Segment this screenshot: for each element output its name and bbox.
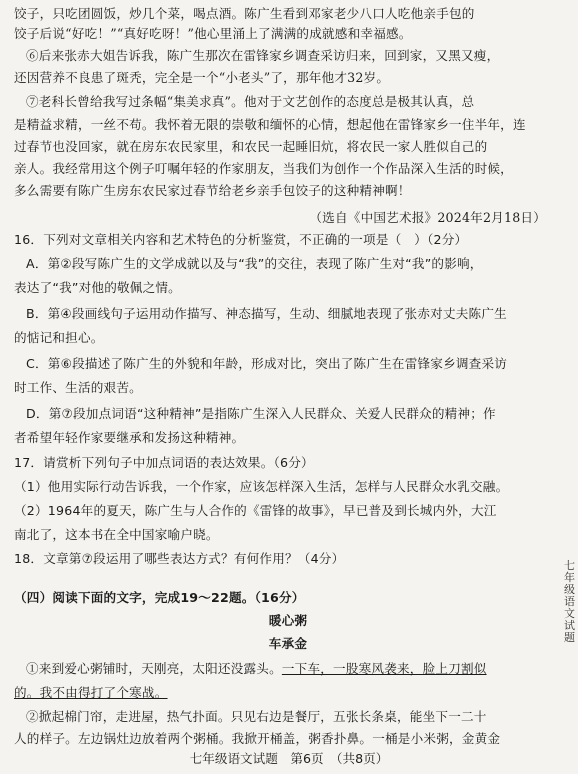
para1-plain: ①来到爱心粥铺时，天刚亮，太阳还没露头。	[26, 661, 282, 676]
para7-line3: 过春节也没回家，就在房东农民家里，和农民一起睡旧炕，将农民一家人胜似自己的	[14, 139, 488, 154]
q16-option-d-line1: D．第⑦段加点词语“这种精神”是指陈广生深入人民群众、关爱人民群众的精神；作	[26, 406, 496, 421]
passage-para2-line1: ②掀起棉门帘，走进屋，热气扑面。只见右边是餐厅，五张长条桌，能坐下一二十	[26, 709, 487, 724]
para7-line1: ⑦老科长曾给我写过条幅“集美求真”。他对于文艺创作的态度总是极其认真，总	[26, 94, 475, 109]
source-citation: （选自《中国艺术报》2024年2月18日）	[309, 210, 546, 225]
para1-line2: 饺子后说“好吃！”“真好吃呀！”他心里涌上了满满的成就感和幸福感。	[14, 26, 412, 41]
passage-para1-line1	[14, 661, 562, 677]
q17-sentence-2-line2: 南北了，这本书在全中国家喻户晓。	[14, 527, 219, 542]
para6-line2: 还因营养不良患了斑秃，完全是一个“小老头”了，那年他才32岁。	[14, 70, 390, 85]
q16-option-a-line1: A．第②段写陈广生的文学成就以及与“我”的交往，表现了陈广生对“我”的影响，	[26, 256, 483, 271]
q16-option-c-line2: 时工作、生活的艰苦。	[14, 380, 142, 395]
para1-underlined: 一下车，一股寒风袭来，脸上刀割似	[281, 661, 487, 676]
q16-option-c-line1: C．第⑥段描述了陈广生的外貌和年龄，形成对比，突出了陈广生在雷锋家乡调查采访	[26, 356, 508, 371]
q16-option-b-line2: 的惦记和担心。	[14, 330, 104, 345]
q16-stem: 16．下列对文章相关内容和艺术特色的分析鉴赏，不正确的一项是（ ）（2分）	[14, 232, 468, 247]
passage-author: 车承金	[268, 636, 308, 651]
q16-option-a-line2: 表达了“我”对他的敬佩之情。	[14, 280, 181, 295]
q18-stem: 18．文章第⑦段运用了哪些表达方式？有何作用？（4分）	[14, 551, 345, 566]
para7-line4: 亲人。我经常用这个例子叮嘱年轻的作家朋友，当我们为创作一个作品深入生活的时候，	[14, 161, 513, 176]
side-label: 七年级语文试题	[564, 559, 575, 644]
passage-para1-line2	[14, 685, 562, 701]
para7-line5: 多么需要有陈广生房东农民家过春节给老乡亲手包饺子的这种精神啊！	[14, 183, 411, 198]
q17-stem: 17．请赏析下列句子中加点词语的表达效果。（6分）	[14, 455, 314, 470]
q16-option-d-line2: 者希望年轻作家要继承和发扬这种精神。	[14, 430, 245, 445]
para1-line1: 饺子，只吃团圆饭，炒几个菜，喝点酒。陈广生看到邓家老少八口人吃他亲手包的	[14, 6, 475, 21]
page-footer: 七年级语文试题 第6页 （共8页）	[189, 751, 389, 766]
q17-sentence-1: （1）他用实际行动告诉我，一个作家，应该怎样深入生活，怎样与人民群众水乳交融。	[14, 479, 509, 494]
para6-line1: ⑥后来张赤大姐告诉我，陈广生那次在雷锋家乡调查采访归来，回到家，又黑又瘦，	[26, 48, 500, 63]
q16-option-b-line1: B．第④段画线句子运用动作描写、神态描写，生动、细腻地表现了张赤对丈夫陈广生	[26, 306, 507, 321]
para1-underlined-cont: 的。我不由得打了个寒战。	[14, 685, 168, 700]
passage-title: 暖心粥	[268, 613, 308, 628]
q17-sentence-2-line1: （2）1964年的夏天，陈广生与人合作的《雷锋的故事》，早已普及到长城内外，大江	[14, 503, 497, 518]
section-4-heading: （四）阅读下面的文字，完成19～22题。（16分）	[14, 590, 305, 605]
passage-para2-line2: 人的样子。左边锅灶边放着两个粥桶。我掀开桶盖，粥香扑鼻。一桶是小米粥，金黄金	[14, 731, 501, 746]
para7-line2: 是精益求精，一丝不苟。我怀着无限的崇敬和缅怀的心情，想起他在雷锋家乡一住半年，连	[14, 117, 526, 132]
